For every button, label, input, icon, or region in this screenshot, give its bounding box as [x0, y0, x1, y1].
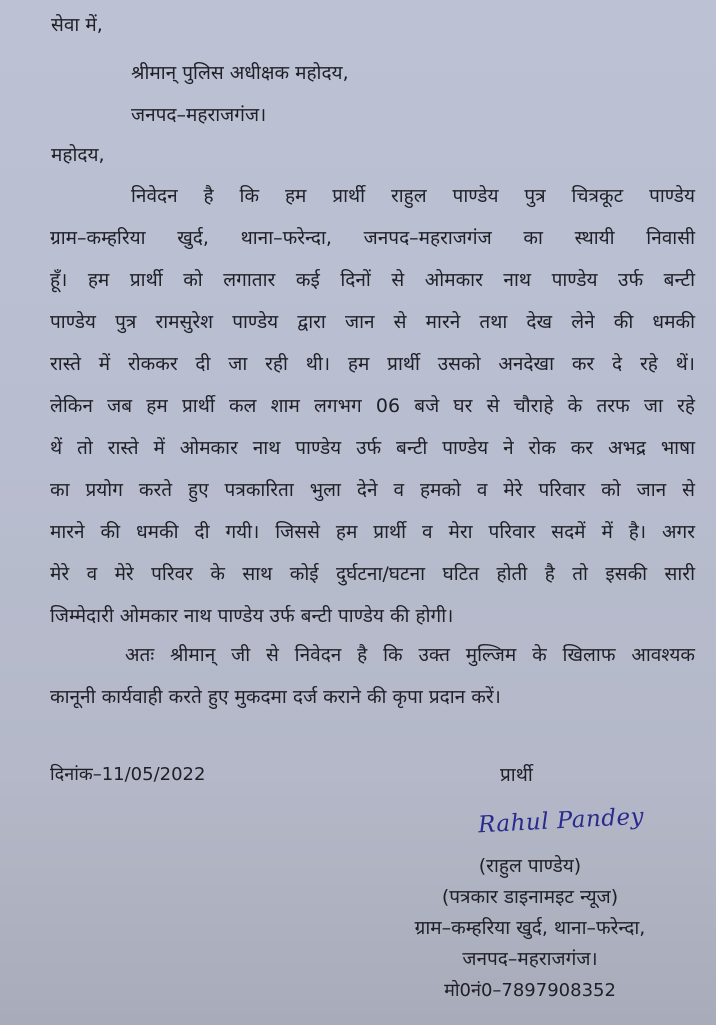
handwritten-signature: Rahul Pandey [477, 803, 645, 839]
sender-details [350, 851, 710, 1006]
sender-designation: (पत्रकार डाइनामइट न्यूज) [441, 886, 619, 908]
date: दिनांक–11/05/2022 [50, 764, 206, 785]
sender-address-line1: ग्राम–कम्हरिया खुर्द, थाना–फरेन्दा, [414, 917, 646, 939]
body-line: मारने की धमकी दी गयी। जिससे हम प्रार्थी व मेरा परिवार सदमें में है। अगर [50, 521, 695, 543]
recipient-district: जनपद–महराजगंज। [131, 104, 267, 126]
sender-address-line2: जनपद–महराजगंज। [462, 948, 598, 970]
applicant-label: प्रार्थी [500, 764, 533, 786]
recipient-title: श्रीमान् पुलिस अधीक्षक महोदय, [131, 62, 349, 84]
body-line: का प्रयोग करते हुए पत्रकारिता भुला देने व हमको व मेरे परिवार को जान से [50, 479, 695, 501]
salutation-to: सेवा में, [51, 14, 103, 36]
body-line: ग्राम–कम्हरिया खुर्द, थाना–फरेन्दा, जनपद–महराजगंज का स्थायी निवासी [50, 227, 695, 249]
sender-name: (राहुल पाण्डेय) [478, 855, 582, 877]
request-line: अतः श्रीमान् जी से निवेदन है कि उक्त मुल्जिम के खिलाफ आवश्यक [125, 644, 695, 666]
request-line-last: कानूनी कार्यवाही करते हुए मुकदमा दर्ज कराने की कृपा प्रदान करें। [50, 686, 501, 708]
body-line: थें तो रास्ते में ओमकार नाथ पाण्डेय उर्फ बन्टी पाण्डेय ने रोक कर अभद्र भाषा [50, 437, 695, 459]
body-line: पाण्डेय पुत्र रामसुरेश पाण्डेय द्वारा जान से मारने तथा देख लेने की धमकी [50, 311, 695, 333]
body-line: निवेदन है कि हम प्रार्थी राहुल पाण्डेय पुत्र चित्रकूट पाण्डेय [131, 185, 695, 207]
sender-mobile: मो0नं0–7897908352 [444, 980, 616, 1001]
greeting: महोदय, [51, 144, 105, 166]
body-line: हूँ। हम प्रार्थी को लगातार कई दिनों से ओमकार नाथ पाण्डेय उर्फ बन्टी [50, 269, 695, 291]
body-line: मेरे व मेरे परिवर के साथ कोई दुर्घटना/घटना घटित होती है तो इसकी सारी [50, 563, 695, 585]
body-line-last: जिम्मेदारी ओमकार नाथ पाण्डेय उर्फ बन्टी पाण्डेय की होगी। [50, 605, 454, 627]
body-line: रास्ते में रोककर दी जा रही थी। हम प्रार्थी उसको अनदेखा कर दे रहे थें। [50, 353, 695, 375]
body-line: लेकिन जब हम प्रार्थी कल शाम लगभग 06 बजे घर से चौराहे के तरफ जा रहे [50, 395, 695, 417]
